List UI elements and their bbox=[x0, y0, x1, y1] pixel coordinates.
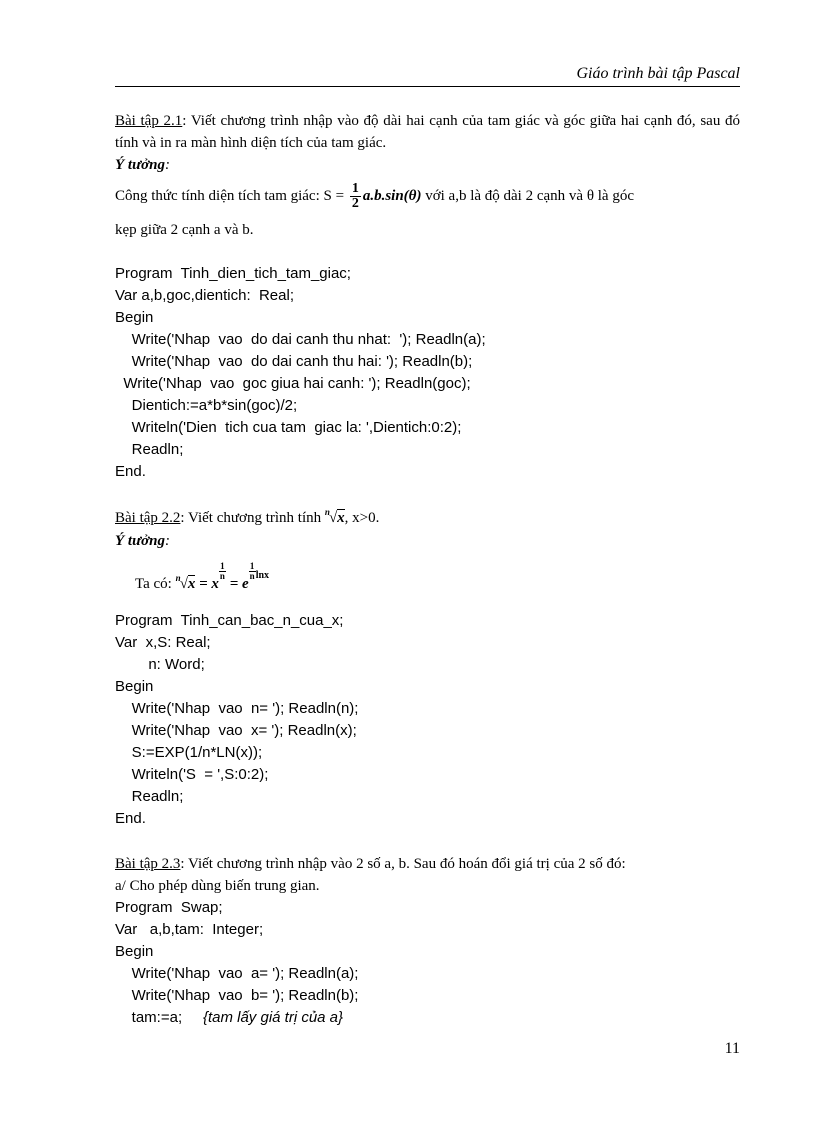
exponent-numerator: 1 bbox=[220, 561, 225, 571]
idea-label-2: Ý tưởng bbox=[115, 533, 165, 549]
code-listing-1 bbox=[115, 263, 740, 483]
root-formula-lhs: $^n$√x bbox=[175, 573, 196, 592]
code-block-2 bbox=[115, 610, 740, 830]
exercise-2-1 bbox=[115, 110, 740, 241]
code-comment: {tam lấy giá trị của a} bbox=[202, 1009, 344, 1026]
formula-expression: a.b.sin(θ) bbox=[362, 187, 422, 204]
code-line: Write('Nhap vao do dai canh thu hai: '); Readln(b); bbox=[115, 353, 473, 370]
equals-1: = bbox=[195, 576, 212, 592]
code-line: Var a,b,goc,dientich: Real; bbox=[115, 287, 294, 304]
fraction-denominator: 2 bbox=[351, 196, 359, 211]
code-line: Var x,S: Real; bbox=[115, 634, 211, 651]
code-line: Writeln('Dien tich cua tam giac la: ',Dientich:0:2); bbox=[115, 419, 462, 436]
formula-line-2: kẹp giữa 2 cạnh a và b. bbox=[115, 222, 254, 238]
code-line: Dientich:=a*b*sin(goc)/2; bbox=[115, 397, 298, 414]
code-line: Write('Nhap vao do dai canh thu nhat: '); Readln(a); bbox=[115, 331, 486, 348]
power-exponent-1 bbox=[219, 562, 226, 581]
power-exponent-2: $\frac{1}{n}$ bbox=[249, 561, 255, 581]
header-divider bbox=[115, 86, 740, 87]
root-index: n bbox=[324, 507, 330, 517]
equals-2: = bbox=[225, 576, 242, 592]
code-line: Program Swap; bbox=[115, 899, 223, 916]
idea-heading-1 bbox=[115, 154, 740, 176]
formula-fraction bbox=[350, 182, 361, 211]
code-block-1 bbox=[115, 263, 740, 483]
exercise-2-2-label: Bài tập 2.2 bbox=[115, 510, 181, 526]
exercise-2-3 bbox=[115, 853, 740, 897]
exponent-ln-x: lnx bbox=[255, 570, 270, 581]
exercise-2-3-subtitle: a/ Cho phép dùng biến trung gian. bbox=[115, 878, 320, 894]
exercise-2-2-text: : Viết chương trình tính bbox=[180, 510, 325, 526]
code-block-3 bbox=[115, 897, 740, 1029]
code-line: Readln; bbox=[115, 788, 184, 805]
exponent-denominator: n bbox=[219, 571, 225, 581]
code-line: Write('Nhap vao n= '); Readln(n); bbox=[115, 700, 359, 717]
exercise-2-3-statement bbox=[115, 853, 740, 875]
idea-colon-2: : bbox=[164, 533, 170, 549]
code-line: Write('Nhap vao x= '); Readln(x); bbox=[115, 722, 357, 739]
exercise-2-2 bbox=[115, 507, 740, 596]
code-line: End. bbox=[115, 810, 146, 827]
code-line: Begin bbox=[115, 943, 154, 960]
fraction-numerator: 1 bbox=[351, 181, 359, 196]
exercise-2-1-statement bbox=[115, 110, 740, 154]
code-line: End. bbox=[115, 463, 146, 480]
root-formula-prefix: Ta có: bbox=[135, 576, 176, 592]
root-variable: x bbox=[337, 510, 345, 526]
page-number: 11 bbox=[724, 1040, 740, 1057]
code-line: Var a,b,tam: Integer; bbox=[115, 921, 264, 938]
root-formula bbox=[115, 562, 740, 596]
code-line: S:=EXP(1/n*LN(x)); bbox=[115, 744, 263, 761]
code-line: Begin bbox=[115, 309, 154, 326]
code-line: n: Word; bbox=[115, 656, 205, 673]
code-tam-assign: tam:=a; bbox=[115, 1009, 203, 1026]
idea-heading-2 bbox=[115, 530, 740, 552]
code-line: Writeln('S = ',S:0:2); bbox=[115, 766, 269, 783]
formula-suffix: với a,b là độ dài 2 cạnh và θ là góc bbox=[421, 187, 634, 204]
exercise-2-2-statement bbox=[115, 507, 740, 530]
power-base-e: e bbox=[242, 576, 249, 592]
code-line: Write('Nhap vao goc giua hai canh: '); Readln(goc); bbox=[115, 375, 471, 392]
exercise-2-2-condition: , x>0. bbox=[344, 510, 380, 526]
code-line: Write('Nhap vao b= '); Readln(b); bbox=[115, 987, 359, 1004]
exercise-2-3-text: : Viết chương trình nhập vào 2 số a, b. Sau đó hoán đổi giá trị của 2 số đó: bbox=[180, 856, 626, 872]
exercise-2-3-label: Bài tập 2.3 bbox=[115, 856, 181, 872]
code-listing-2 bbox=[115, 610, 740, 830]
idea-colon-1: : bbox=[164, 157, 170, 173]
exercise-2-1-text: : Viết chương trình nhập vào độ dài hai cạnh của tam giác và góc giữa hai cạnh đó, sau đó tính và in ra màn hình diện tích của tam giác. bbox=[115, 113, 741, 151]
code-line: Write('Nhap vao a= '); Readln(a); bbox=[115, 965, 359, 982]
nth-root-symbol: $^n$√x bbox=[324, 507, 345, 526]
formula-prefix: Công thức tính diện tích tam giác: S = bbox=[115, 187, 348, 204]
code-line-tam bbox=[115, 1007, 740, 1029]
code-line: Begin bbox=[115, 678, 154, 695]
code-line: Program Tinh_can_bac_n_cua_x; bbox=[115, 612, 344, 629]
code-line: Readln; bbox=[115, 441, 184, 458]
code-line: Program Tinh_dien_tich_tam_giac; bbox=[115, 265, 351, 282]
area-formula bbox=[115, 182, 740, 211]
idea-label-1: Ý tưởng bbox=[115, 157, 165, 173]
code-listing-3 bbox=[115, 897, 740, 1007]
exercise-2-1-label: Bài tập 2.1 bbox=[115, 113, 183, 129]
power-base-x: x bbox=[211, 576, 219, 592]
page-header-title: Giáo trình bài tập Pascal bbox=[576, 65, 740, 82]
